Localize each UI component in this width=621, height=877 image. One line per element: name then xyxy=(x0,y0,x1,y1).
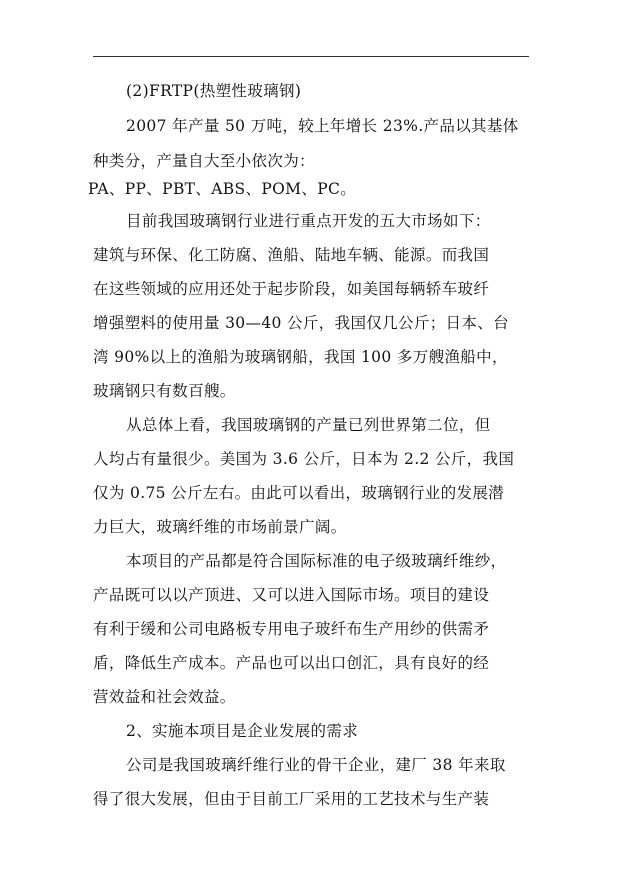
text-line: 湾 90%以上的渔船为玻璃钢船，我国 100 多万艘渔船中， xyxy=(93,348,508,366)
section-heading-frtp: (2)FRTP(热塑性玻璃钢) xyxy=(126,82,302,100)
text-line: PA、PP、PBT、ABS、POM、PC。 xyxy=(88,180,357,198)
text-line: 力巨大，玻璃纤维的市场前景广阔。 xyxy=(93,518,347,536)
text-line: 产品既可以以产顶进、又可以进入国际市场。项目的建设 xyxy=(93,586,490,604)
text-line: 仅为 0.75 公斤左右。由此可以看出，玻璃钢行业的发展潜 xyxy=(93,484,505,502)
text-line: 盾，降低生产成本。产品也可以出口创汇，具有良好的经 xyxy=(93,654,490,672)
text-line: 2007 年产量 50 万吨，较上年增长 23%.产品以其基体 xyxy=(126,117,519,135)
text-line: 有利于缓和公司电路板专用电子玻纤布生产用纱的供需矛 xyxy=(93,620,490,638)
text-line: 人均占有量很少。美国为 3.6 公斤，日本为 2.2 公斤，我国 xyxy=(93,450,515,468)
text-line: 种类分，产量自大至小依次为： xyxy=(93,152,315,170)
section-heading-demand: 2、实施本项目是企业发展的需求 xyxy=(126,722,359,740)
text-line: 从总体上看，我国玻璃钢的产量已列世界第二位，但 xyxy=(126,416,491,434)
text-line: 营效益和社会效益。 xyxy=(93,688,236,706)
text-line: 增强塑料的使用量 30—40 公斤，我国仅几公斤；日本、台 xyxy=(93,314,509,332)
header-rule xyxy=(93,56,529,57)
text-line: 在这些领域的应用还处于起步阶段，如美国每辆轿车玻纤 xyxy=(93,280,490,298)
text-line: 建筑与环保、化工防腐、渔船、陆地车辆、能源。而我国 xyxy=(93,246,490,264)
text-line: 目前我国玻璃钢行业进行重点开发的五大市场如下： xyxy=(126,212,491,230)
text-line: 玻璃钢只有数百艘。 xyxy=(93,382,236,400)
text-line: 得了很大发展，但由于目前工厂采用的工艺技术与生产装 xyxy=(93,790,490,808)
text-line: 本项目的产品都是符合国际标准的电子级玻璃纤维纱， xyxy=(126,552,507,570)
text-line: 公司是我国玻璃纤维行业的骨干企业，建厂 38 年来取 xyxy=(126,756,506,774)
